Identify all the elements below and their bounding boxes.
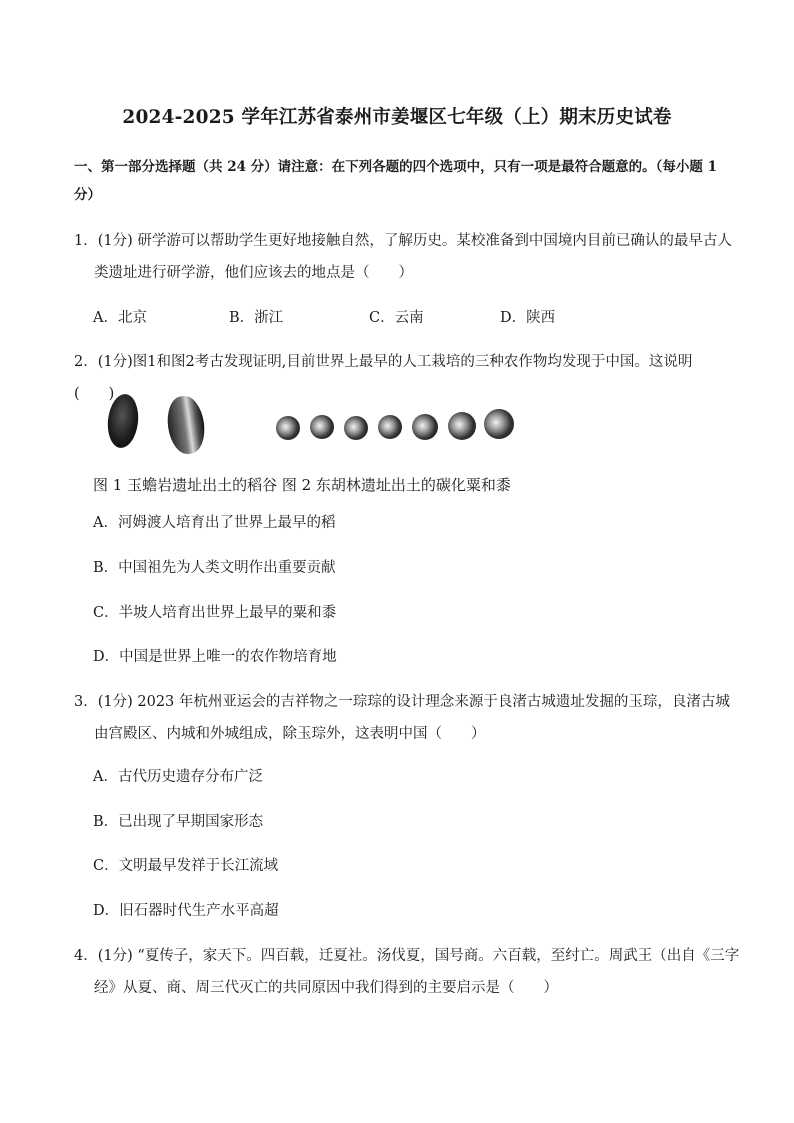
question-4-text: 4．(1分) “夏传子，家天下。四百载，迁夏社。汤伐夏，国号商。六百载，至纣亡。周武王（出自《三字经》从夏、商、周三代灭亡的共同原因中我们得到的主要启示是（ ） bbox=[74, 948, 740, 996]
millet-grain-image bbox=[378, 415, 402, 439]
millet-grain-image bbox=[412, 414, 438, 440]
millet-grain-image bbox=[344, 416, 368, 440]
exam-title: 2024-2025 学年江苏省泰州市姜堰区七年级（上）期末历史试卷 bbox=[122, 107, 672, 128]
figure-caption: 图 1 玉蟾岩遗址出土的稻谷 图 2 东胡林遗址出土的碳化粟和黍 bbox=[93, 476, 511, 494]
q3-option-c: C．文明最早发祥于长江流域 bbox=[93, 858, 279, 874]
q1-option-b: B．浙江 bbox=[229, 310, 284, 326]
question-3-text: 3．(1分) 2023 年杭州亚运会的吉祥物之一琮琮的设计理念来源于良渚古城遗址发掘的玉琮，良渚古城由宫殿区、内城和外城组成，除玉琮外，这表明中国（ ） bbox=[74, 694, 730, 742]
section-instructions: 一、第一部分选择题（共 24 分）请注意：在下列各题的四个选项中，只有一项是最符合题意的。（每小题 1 分） bbox=[74, 159, 718, 203]
q2-option-b: B．中国祖先为人类文明作出重要贡献 bbox=[93, 560, 336, 576]
q2-option-a: A．河姆渡人培育出了世界上最早的稻 bbox=[93, 515, 336, 531]
q1-option-a: A．北京 bbox=[93, 310, 147, 326]
millet-grain-image bbox=[448, 412, 476, 440]
q1-option-d: D．陕西 bbox=[500, 310, 556, 326]
millet-grain-image bbox=[276, 416, 300, 440]
millet-grain-image bbox=[310, 415, 334, 439]
question-2-text: 2．(1分)图1和图2考古发现证明,目前世界上最早的人工栽培的三种农作物均发现于中国。这说明( ) bbox=[74, 354, 693, 402]
millet-grain-image bbox=[484, 409, 514, 439]
question-1-text: 1．(1分) 研学游可以帮助学生更好地接触自然，了解历史。某校准备到中国境内目前已确认的最早古人类遗址进行研学游，他们应该去的地点是（ ） bbox=[74, 233, 732, 281]
q2-option-d: D．中国是世界上唯一的农作物培育地 bbox=[93, 649, 337, 665]
q3-option-d: D．旧石器时代生产水平高超 bbox=[93, 903, 279, 919]
q3-option-b: B．已出现了早期国家形态 bbox=[93, 814, 264, 830]
q1-option-c: C．云南 bbox=[369, 310, 424, 326]
q2-option-c: C．半坡人培育出世界上最早的粟和黍 bbox=[93, 605, 337, 621]
q3-option-a: A．古代历史遗存分布广泛 bbox=[93, 769, 263, 785]
